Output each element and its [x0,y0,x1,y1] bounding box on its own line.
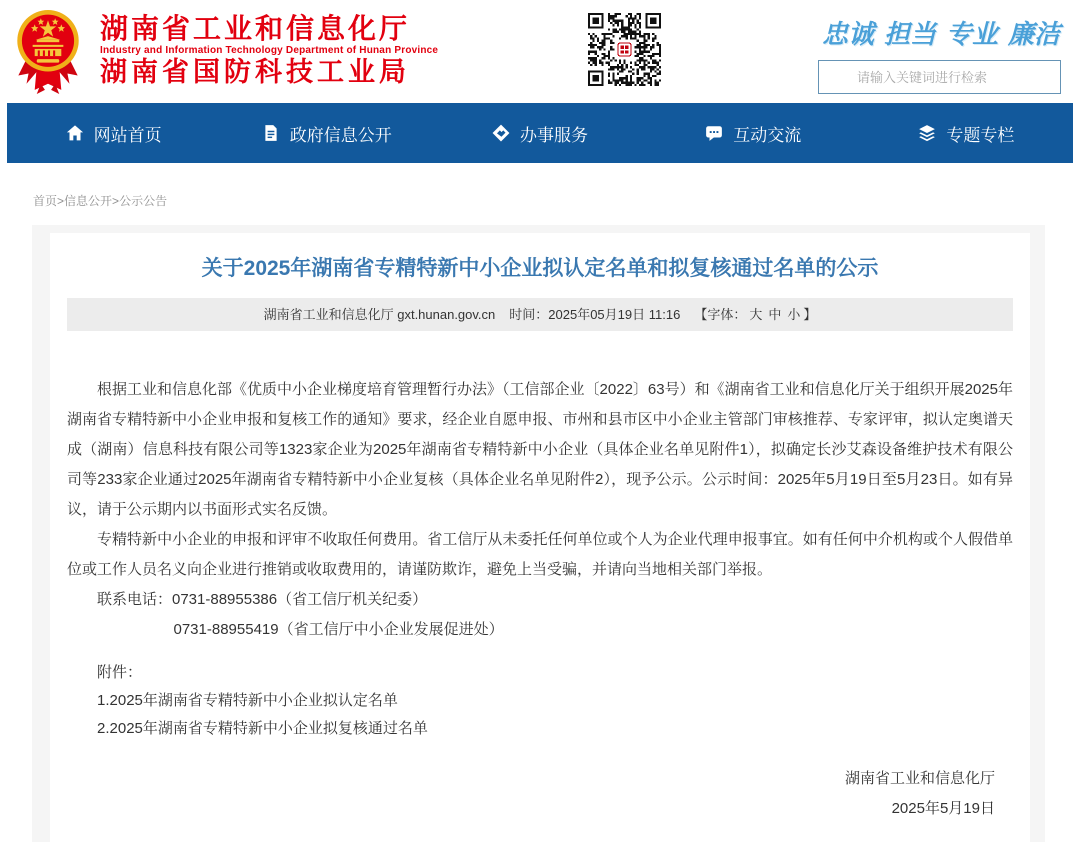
font-size-label: 【字体： [694,307,747,322]
nav-item-topics[interactable] [860,103,1073,163]
header-right [818,14,1064,94]
breadcrumb-public-notices[interactable]: 公示公告 [119,194,168,208]
breadcrumb-home[interactable]: 首页 [33,194,58,208]
contact-phone-line-2: 0731-88955419（省工信厅中小企业发展促进处） [173,621,504,638]
signature-org: 湖南省工业和信息化厅 [844,770,995,787]
font-size-label-end: 】 [803,307,817,322]
site-header [0,0,1080,103]
slogan [822,14,1060,51]
national-emblem-icon [14,8,82,96]
article-card [50,233,1030,842]
article-paragraph: 专精特新中小企业的申报和评审不收取任何费用。省工信厅从未委托任何单位或个人为企业代理申报事宜。如有任何中介机构或个人假借单位或工作人员名义向企业进行推销或收取费用的，请谨防欺诈，避免上当受骗，并请向当地相关部门举报。 [67,531,1013,578]
breadcrumb [33,192,1080,209]
document-icon [262,124,280,142]
font-size-small-button[interactable]: 小 [787,307,801,322]
page-title: 关于2025年湖南省专精特新中小企业拟认定名单和拟复核通过名单的公示 [201,257,879,280]
nav-item-interaction[interactable] [647,103,860,163]
attachments-section [67,659,1013,743]
nav-item-label: 政府信息公开 [289,125,392,145]
breadcrumb-info-disclosure[interactable]: 信息公开 [64,194,113,208]
org-titles [100,14,438,87]
slogan-word: 廉洁 [1007,19,1060,49]
content-panel [32,225,1045,842]
nav-item-label: 办事服务 [520,125,588,145]
org-name-cn: 湖南省工业和信息化厅 [100,13,411,44]
main-nav [7,103,1073,163]
article-source: 湖南省工业和信息化厅 gxt.hunan.gov.cn [263,307,496,322]
nav-item-gov-info[interactable] [220,103,433,163]
attachment-link-2[interactable]: 2.2025年湖南省专精特新中小企业拟复核通过名单 [97,720,428,737]
attachment-link-1[interactable]: 1.2025年湖南省专精特新中小企业拟认定名单 [97,692,398,709]
handshake-icon [492,124,510,142]
nav-item-label: 互动交流 [733,125,802,145]
article-body [67,375,1013,645]
nav-item-home[interactable] [7,103,220,163]
font-size-large-button[interactable]: 大 [749,307,763,322]
slogan-word: 专业 [945,19,998,49]
layers-icon [918,124,936,142]
org-name-en: Industry and Information Technology Department of Hunan Province [100,45,439,56]
chat-icon [705,124,723,142]
article-paragraph: 根据工业和信息化部《优质中小企业梯度培育管理暂行办法》（工信部企业〔2022〕63号）和《湖南省工业和信息化厅关于组织开展2025年湖南省专精特新中小企业申报和复核工作的通知》要求，经企业自愿申报、市州和县市区中小企业主管部门审核推荐、专家评审，拟认定奥谱天成（湖南）信息科技有限公司等1323家企业为2025年湖南省专精特新中小企业（具体企业名单见附件1），拟确定长沙艾森设备维护技术有限公司等233家企业通过2025年湖南省专精特新中小企业复核（具体企业名单见附件2），现予公示。公示时间：2025年5月19日至5月23日。如有异议，请于公示期内以书面形式实名反馈。 [67,381,1013,518]
slogan-word: 忠诚 [822,19,875,49]
breadcrumb-separator: > [112,194,120,208]
attachments-heading: 附件： [97,664,143,681]
contact-phone-line-1: 联系电话：0731-88955386（省工信厅机关纪委） [97,591,428,608]
qr-code-image [588,13,661,86]
org-name-sub: 湖南省国防科技工业局 [100,57,410,87]
breadcrumb-separator: > [57,194,65,208]
nav-item-label: 网站首页 [93,125,162,145]
nav-item-services[interactable] [433,103,646,163]
signature-block [67,764,1013,824]
signature-date: 2025年5月19日 [891,800,995,817]
home-icon [66,124,84,142]
slogan-word: 担当 [883,19,936,49]
article-time: 时间：2025年05月19日 11:16 [509,307,681,322]
nav-item-label: 专题专栏 [946,125,1015,145]
search-input[interactable] [818,60,1061,94]
article-meta-bar [67,298,1013,331]
font-size-medium-button[interactable]: 中 [768,307,782,322]
